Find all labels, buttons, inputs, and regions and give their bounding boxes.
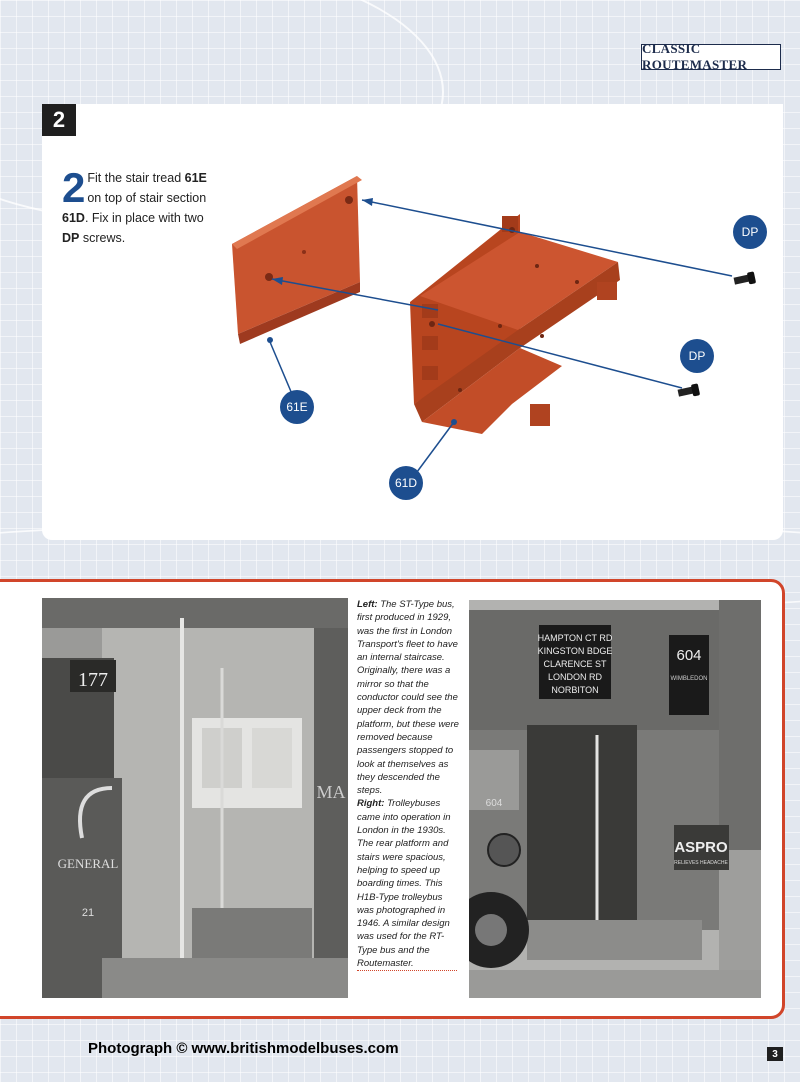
svg-text:61E: 61E (286, 400, 308, 414)
photo-caption: Left: The ST-Type bus, first produced in 1929, was the first in London Transport's fleet to have an internal staircase. Originally, there was a mirror so that the conductor could see the upper deck from the platform, but these were removed because passengers stopped to look at themselves as they descended the steps. Right: Trolleybuses came into operation in London in the 1930s. The rear platform and stairs were spacious, helping to speed up boarding times. This H1B-Type trolleybus was photographed in 1946. A similar design was used for the RT-Type bus and the Routemaster. (357, 599, 459, 970)
route-number: 177 (78, 669, 108, 691)
drop-cap: 2 (62, 164, 86, 211)
leader-61e (270, 342, 292, 394)
side-text: MA (316, 782, 346, 802)
left-photo (42, 598, 348, 998)
svg-text:KINGSTON BDGE: KINGSTON BDGE (537, 646, 613, 656)
dp-screw-middle (678, 383, 701, 396)
svg-text:NORBITON: NORBITON (551, 685, 599, 695)
svg-text:CLARENCE ST: CLARENCE ST (543, 659, 607, 669)
caption-divider (357, 970, 457, 971)
route-via: WIMBLEDON (670, 676, 708, 682)
bus-number: 21 (81, 907, 95, 919)
svg-text:LONDON RD: LONDON RD (547, 672, 603, 682)
svg-text:DP: DP (688, 349, 706, 363)
label-61d (389, 466, 423, 500)
label-dp-middle (680, 339, 714, 373)
side-number: 604 (485, 798, 503, 809)
advert-title: ASPRO (674, 839, 728, 856)
stair-tread-61e (232, 176, 362, 344)
advert-subtitle: RELIEVES HEADACHE (674, 860, 728, 866)
route-number: 604 (676, 647, 702, 664)
step-number: 2 (42, 104, 76, 136)
photo-credit: Photograph © www.britishmodelbuses.com (88, 1040, 399, 1057)
page-number: 3 (767, 1047, 783, 1061)
svg-text:DP: DP (741, 225, 759, 239)
svg-text:HAMPTON CT RD: HAMPTON CT RD (537, 633, 613, 643)
series-title: CLASSIC ROUTEMASTER (641, 44, 781, 70)
step-instruction: 2 Fit the stair tread 61E on top of stair section 61D. Fix in place with two DP screws. (62, 164, 207, 245)
dp-screw-top (734, 271, 757, 284)
assembly-diagram (42, 104, 783, 540)
fleet-name: GENERAL (57, 856, 119, 871)
leader-61d (414, 422, 454, 476)
svg-text:61D: 61D (394, 476, 418, 490)
label-61e (280, 390, 314, 424)
label-dp-top (733, 215, 767, 249)
right-photo (469, 600, 761, 998)
